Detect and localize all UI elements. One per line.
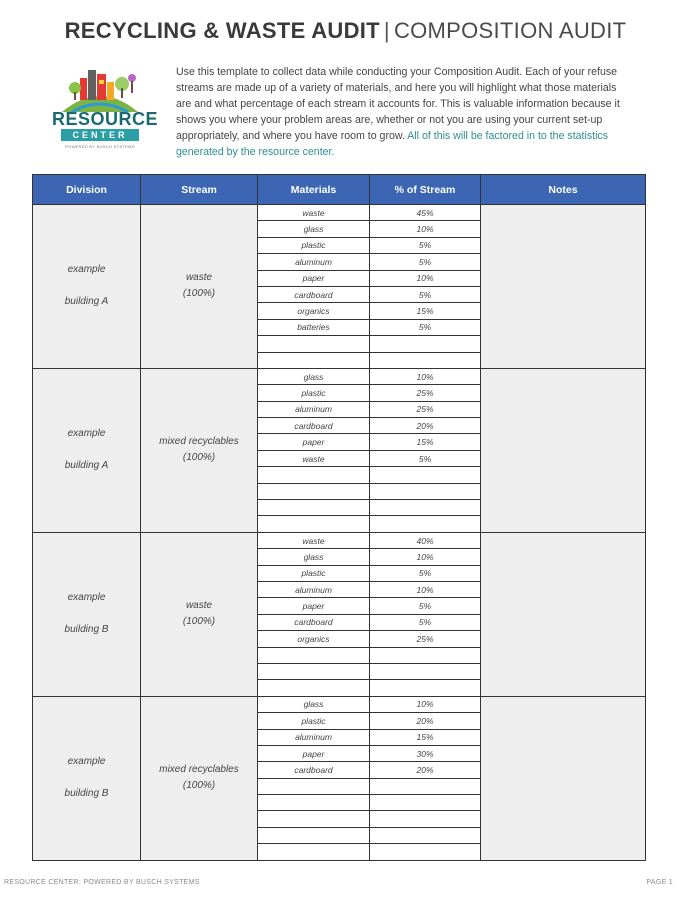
percent-cell[interactable]: 25% [370,385,481,401]
stream-name: mixed recyclables [159,764,239,776]
header-stream: Stream [141,175,258,205]
percent-cell[interactable]: 25% [370,631,481,647]
material-cell[interactable] [258,844,370,860]
material-cell[interactable]: plastic [258,565,370,581]
header-percent: % of Stream [370,175,481,205]
notes-cell[interactable] [481,368,646,532]
percent-cell[interactable] [370,680,481,696]
percent-cell[interactable]: 5% [370,598,481,614]
intro-paragraph [176,64,630,160]
percent-cell[interactable]: 15% [370,303,481,319]
stream-cell[interactable] [141,368,258,532]
footer-brand: RESOURCE CENTER: POWERED BY BUSCH SYSTEMS [4,879,200,886]
division-line: building B [64,624,109,636]
percent-cell[interactable] [370,827,481,843]
stream-percent: (100%) [182,616,216,628]
percent-cell[interactable]: 20% [370,713,481,729]
percent-cell[interactable]: 40% [370,532,481,548]
page-number: PAGE 1 [646,879,673,886]
logo-powered-text: POWERED BY BUSCH SYSTEMS [65,144,135,149]
percent-cell[interactable]: 5% [370,254,481,270]
material-cell[interactable]: glass [258,549,370,565]
material-cell[interactable]: cardboard [258,614,370,630]
stream-percent: (100%) [182,452,216,464]
percent-cell[interactable] [370,500,481,516]
material-cell[interactable]: cardboard [258,418,370,434]
table-row [33,532,646,548]
division-line: example [67,592,106,604]
division-line: example [67,756,106,768]
percent-cell[interactable] [370,483,481,499]
material-cell[interactable] [258,336,370,352]
division-cell[interactable] [33,205,141,369]
page-title [0,18,691,44]
stream-name: mixed recyclables [159,436,239,448]
composition-audit-table [32,174,646,861]
material-cell[interactable] [258,467,370,483]
division-cell[interactable] [33,532,141,696]
percent-cell[interactable]: 15% [370,434,481,450]
stream-cell[interactable] [141,205,258,369]
material-cell[interactable] [258,500,370,516]
header-materials: Materials [258,175,370,205]
stream-percent: (100%) [182,780,216,792]
logo-center-text: CENTER [61,129,139,141]
percent-cell[interactable]: 10% [370,368,481,384]
percent-cell[interactable]: 5% [370,565,481,581]
material-cell[interactable]: aluminum [258,581,370,597]
table-row [33,696,646,712]
material-cell[interactable]: glass [258,221,370,237]
material-cell[interactable] [258,811,370,827]
material-cell[interactable] [258,516,370,532]
percent-cell[interactable] [370,844,481,860]
material-cell[interactable]: glass [258,696,370,712]
percent-cell[interactable]: 15% [370,729,481,745]
percent-cell[interactable] [370,778,481,794]
title-subtitle: COMPOSITION AUDIT [393,18,627,43]
percent-cell[interactable]: 10% [370,270,481,286]
table-row [33,368,646,384]
division-line: example [67,428,106,440]
division-cell[interactable] [33,696,141,860]
material-cell[interactable]: waste [258,450,370,466]
stream-name: waste [185,272,213,284]
percent-cell[interactable]: 5% [370,286,481,302]
percent-cell[interactable] [370,647,481,663]
stream-name: waste [185,600,213,612]
notes-cell[interactable] [481,205,646,369]
division-cell[interactable] [33,368,141,532]
percent-cell[interactable]: 10% [370,549,481,565]
stream-cell[interactable] [141,696,258,860]
notes-cell[interactable] [481,696,646,860]
resource-center-logo [52,58,159,158]
material-cell[interactable]: paper [258,598,370,614]
globe-city-icon [52,58,148,112]
material-cell[interactable]: paper [258,270,370,286]
material-cell[interactable] [258,680,370,696]
percent-cell[interactable]: 5% [370,450,481,466]
percent-cell[interactable] [370,352,481,368]
percent-cell[interactable]: 10% [370,581,481,597]
percent-cell[interactable] [370,516,481,532]
material-cell[interactable]: aluminum [258,254,370,270]
material-cell[interactable]: cardboard [258,286,370,302]
percent-cell[interactable] [370,336,481,352]
table-body [33,205,646,861]
intro-highlight: All of this will be factored in to the statistics generated by the resource center. [176,130,609,158]
table-row [33,205,646,221]
material-cell[interactable]: aluminum [258,729,370,745]
header-division: Division [33,175,141,205]
material-cell[interactable]: cardboard [258,762,370,778]
percent-cell[interactable]: 20% [370,762,481,778]
division-line: building A [64,460,109,472]
percent-cell[interactable]: 45% [370,205,481,221]
percent-cell[interactable] [370,467,481,483]
percent-cell[interactable]: 5% [370,319,481,335]
percent-cell[interactable] [370,811,481,827]
material-cell[interactable]: organics [258,631,370,647]
header-notes: Notes [481,175,646,205]
material-cell[interactable] [258,647,370,663]
material-cell[interactable]: plastic [258,713,370,729]
material-cell[interactable]: organics [258,303,370,319]
material-cell[interactable]: aluminum [258,401,370,417]
intro-text: Use this template to collect data while conducting your Composition Audit. Each of your refuse streams are made up of a variety of materials, and here you will highlight what those materials are and what percentage of each stream it accounts for. This is valuable information because it shows you where your problem areas are, whether or not you are using your current set-up appropriately, and where you have room to grow. [176,66,620,142]
material-cell[interactable] [258,483,370,499]
title-separator: | [383,18,390,43]
material-cell[interactable]: paper [258,434,370,450]
notes-cell[interactable] [481,532,646,696]
material-cell[interactable]: paper [258,745,370,761]
material-cell[interactable] [258,352,370,368]
material-cell[interactable]: plastic [258,385,370,401]
percent-cell[interactable]: 25% [370,401,481,417]
division-line: building A [64,296,109,308]
material-cell[interactable] [258,827,370,843]
material-cell[interactable] [258,778,370,794]
material-cell[interactable]: waste [258,532,370,548]
stream-cell[interactable] [141,532,258,696]
material-cell[interactable]: batteries [258,319,370,335]
stream-percent: (100%) [182,288,216,300]
title-main: RECYCLING & WASTE AUDIT [64,18,380,43]
percent-cell[interactable]: 10% [370,221,481,237]
division-line: example [67,264,106,276]
percent-cell[interactable]: 30% [370,745,481,761]
percent-cell[interactable] [370,795,481,811]
material-cell[interactable] [258,663,370,679]
percent-cell[interactable]: 5% [370,614,481,630]
percent-cell[interactable]: 20% [370,418,481,434]
material-cell[interactable]: glass [258,368,370,384]
logo-resource-text: RESOURCE [52,109,159,129]
table-header-row [33,175,646,205]
division-line: building B [64,788,109,800]
material-cell[interactable]: plastic [258,237,370,253]
percent-cell[interactable]: 10% [370,696,481,712]
percent-cell[interactable]: 5% [370,237,481,253]
material-cell[interactable] [258,795,370,811]
material-cell[interactable]: waste [258,205,370,221]
percent-cell[interactable] [370,663,481,679]
